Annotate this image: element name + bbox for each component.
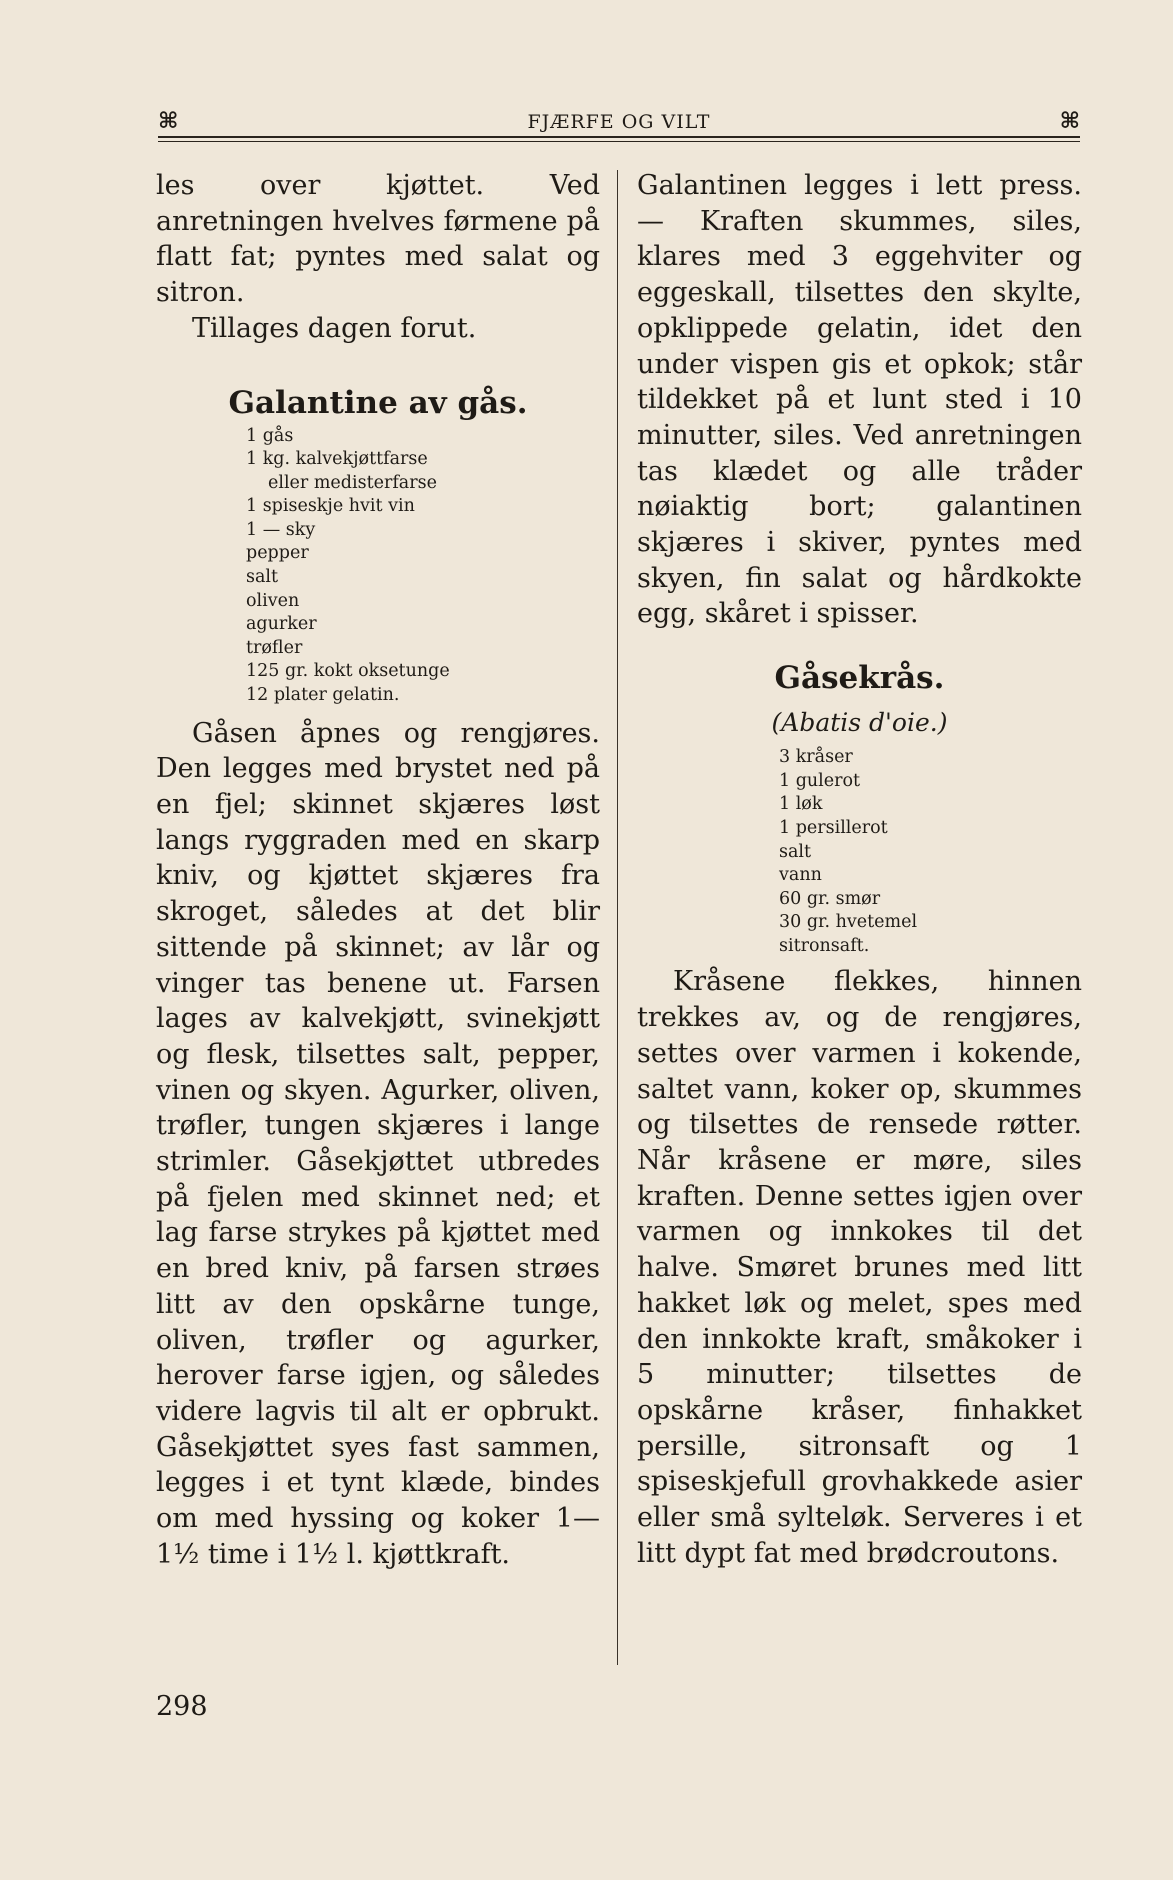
ingredient-item: vann — [779, 865, 822, 886]
ingredient-item: 1 persillerot — [779, 817, 888, 838]
ingredient-item: eller medisterfarse — [268, 472, 437, 493]
ornament-left-icon: ⌘ — [158, 108, 179, 134]
running-head-title: FJÆRFE OG VILT — [527, 111, 711, 133]
ingredient-list-gasekras — [779, 746, 1082, 958]
recipe-method-galantine: Gåsen åpnes og rengjøres. Den legges med brystet ned på en fjel; skinnet skjæres løst langs ryggraden med en skarp kniv, og kjøttet skjæres fra skroget, således at det blir sittende på skinnet; av lår og vinger tas benene ut. Farsen lages av kalvekjøtt, svinekjøtt og flesk, tilsettes salt, pepper, vinen og skyen. Agurker, oliven, trøfler, tungen skjæres i lange strimler. Gåsekjøttet utbredes på fjelen med skinnet ned; et lag farse strykes på kjøttet med en bred kniv, på farsen strøes litt av den opskårne tunge, oliven, trøfler og agurker, herover farse igjen, og således videre lagvis til alt er opbrukt. Gåsekjøttet syes fast sammen, legges i et tynt klæde, bindes om med hyssing og koker 1—1½ time i 1½ l. kjøttkraft. — [156, 717, 600, 1570]
ingredient-item: pepper — [246, 543, 309, 564]
ingredient-item: salt — [779, 841, 812, 862]
ingredient-item: agurker — [246, 614, 317, 635]
ingredient-item: sitronsaft. — [779, 935, 870, 956]
right-column — [637, 168, 1082, 1571]
header-rule — [158, 141, 1080, 142]
ingredient-item: 1 løk — [779, 794, 823, 815]
left-para-note: Tillages dagen forut. — [192, 312, 477, 344]
running-head — [158, 108, 1080, 138]
left-column — [156, 168, 600, 1573]
ingredient-item: 125 gr. kokt oksetunge — [246, 661, 450, 682]
ingredient-item: trøfler — [246, 637, 303, 658]
ingredient-item: 1 kg. kalvekjøttfarse — [246, 449, 428, 470]
ingredient-list-galantine — [246, 425, 600, 708]
ingredient-item: 12 plater gelatin. — [246, 685, 400, 706]
ingredient-item: 3 kråser — [779, 747, 853, 768]
ingredient-item: oliven — [246, 590, 300, 611]
ingredient-item: 60 gr. smør — [779, 888, 881, 909]
ingredient-item: 1 spiseskje hvit vin — [246, 496, 415, 517]
recipe-subtitle-gasekras: (Abatis d'oie.) — [771, 708, 948, 738]
page-number: 298 — [156, 1691, 208, 1722]
column-divider — [617, 170, 618, 1665]
left-para-continued: les over kjøttet. Ved anretningen hvelves førmene på flatt fat; pyntes med salat og sitron. — [156, 170, 600, 309]
right-para-galantine-finish: Galantinen legges i lett press. — Kraften skummes, siles, klares med 3 eggehviter og eggeskall, tilsettes den skylte, opklippede gelatin, idet den under vispen gis et opkok; står tildekket på et lunt sted i 10 minutter, siles. Ved anretningen tas klædet og alle tråder nøiaktig bort; galantinen skjæres i skiver, pyntes med skyen, fin salat og hårdkokte egg, skåret i spisser. — [637, 170, 1082, 630]
ingredient-item: 1 gulerot — [779, 770, 861, 791]
ingredient-item: 1 — sky — [246, 519, 316, 540]
recipe-title-gasekras: Gåsekrås. — [774, 660, 945, 697]
ornament-right-icon: ⌘ — [1059, 108, 1080, 134]
ingredient-item: salt — [246, 567, 279, 588]
ingredient-item: 30 gr. hvetemel — [779, 912, 918, 933]
ingredient-item: 1 gås — [246, 425, 294, 446]
recipe-title-galantine: Galantine av gås. — [228, 384, 528, 421]
recipe-method-gasekras: Kråsene flekkes, hinnen trekkes av, og de rengjøres, settes over varmen i kokende, saltet vann, koker op, skummes og tilsettes de rensede røtter. Når kråsene er møre, siles kraften. Denne settes igjen over varmen og innkokes til det halve. Smøret brunes med litt hakket løk og melet, spes med den innkokte kraft, småkoker i 5 minutter; tilsettes de opskårne kråser, finhakket persille, sitronsaft og 1 spiseskjefull grovhakkede asier eller små sylteløk. Serveres i et litt dypt fat med brødcroutons. — [637, 966, 1082, 1569]
